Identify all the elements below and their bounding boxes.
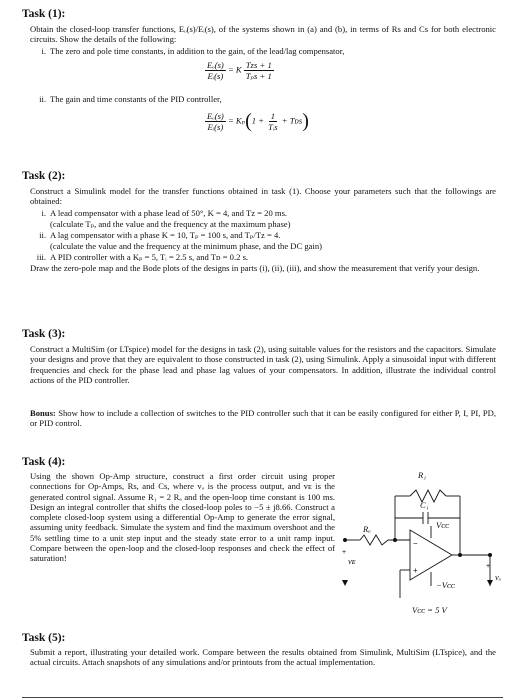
task1-item1-num: i. — [41, 46, 46, 56]
task4-body: Using the shown Op-Amp structure, construct a first order circuit using proper connections for Op-Amps, Rs, and Cs, where vₒ is the process output, and vᴇ is the generated control signal. Assume R₁ = 2 Rₐ and the open-loop time constant is 100 ms. Design an integral controller that shifts the closed-loop poles to −5 ± j8.66. Construct a complete closed-loop system using a differential Op-Amp to generate the error signal, assuming unity feedback. Simulate the system and find the maximum overshoot and the 5% settling time to a unit step input and the steady state error to a unit ramp input. Compare between the open-loop and the closed-loop responses and check the effect of saturation! — [30, 471, 335, 564]
label-supply: Vᴄᴄ = 5 V — [412, 605, 447, 615]
eq1-lhs: $\frac{\text{Eₒ(s)}}{\text{Eᵢ(s)}}$ — [207, 60, 224, 81]
svg-text:+: + — [413, 566, 418, 575]
task2-item-i-note: (calculate Tₚ, and the value and the frequency at the maximum phase) — [50, 219, 291, 229]
svg-text:+: + — [342, 549, 347, 556]
task5-title: Task (5): — [22, 632, 66, 644]
task1-item1-text: The zero and pole time constants, in addition to the gain, of the lead/lag compensator, — [50, 46, 345, 56]
task1-intro: Obtain the closed-loop transfer functions, Eₒ(s)/Eᵢ(s), of the systems shown in (a) and (b), in terms of Rs and Cs for both electronic circuits. Show the details of the following: — [30, 24, 496, 45]
eq2-gain: = Kₚ — [227, 115, 246, 126]
bottom-rule — [22, 697, 503, 698]
eq2-lhs: $\frac{\text{Eₒ(s)}}{\text{Eᵢ(s)}}$ — [207, 111, 224, 132]
task1-item2 — [34, 94, 504, 104]
task3-title: Task (3): — [22, 328, 66, 340]
label-c1: C₁ — [420, 500, 429, 510]
op-amp-circuit-diagram — [340, 468, 510, 618]
task4-title: Task (4): — [22, 456, 66, 468]
label-r1: R₁ — [418, 470, 427, 480]
label-vcc-pos: Vᴄᴄ — [436, 520, 450, 530]
label-ra: Rₐ — [363, 524, 371, 534]
task3-bonus — [30, 408, 496, 429]
eq2-one: 1 + — [251, 115, 264, 126]
task2-intro: Construct a Simulink model for the transfer functions obtained in task (1). Choose your parameters such that the followings are obtained: — [30, 186, 496, 207]
svg-text:+: + — [486, 563, 491, 570]
task2-item-ii-note: (calculate the value and the frequency at the minimum phase, and the DC gain) — [50, 241, 323, 251]
task3-bonus-text: Show how to include a collection of switches to the PID controller such that it can be easily configured for either P, I, PI, PD, or PID control. — [30, 408, 496, 429]
task1-title: Task (1): — [22, 8, 66, 20]
task3-bonus-label: Bonus: — [30, 408, 56, 418]
eq1-gain: = K — [227, 64, 242, 75]
task2-item-i: i. A lead compensator with a phase lead of 50°, K = 4, and Tᴢ = 20 ms. — [41, 208, 288, 218]
eq1-rhs: $\frac{\text{Tᴢs + 1}}{\text{Tₚs + 1}}$ — [245, 60, 272, 81]
eq2-derivative: + Tᴅs — [281, 115, 303, 126]
label-vcc-neg: −Vᴄᴄ — [436, 580, 455, 590]
op-amp-schematic — [340, 468, 510, 618]
task3-body: Construct a MultiSim (or LTspice) model for the designs in task (2), using suitable values for the resistors and the capacitors. Simulate your designs and prove that they are equivalent to those constructed in task (2), using Simulink. Apply a sinusoidal input with different frequencies and check for the phase lead and phase lag values of your compensators. In addition, illustrate the individual control actions of the PID controller. — [30, 344, 496, 385]
task2-item-iii: iii. A PID controller with a Kₚ = 5, Tᵢ = 2.5 s, and Tᴅ = 0.2 s. — [36, 252, 249, 262]
label-ve: vᴇ — [348, 556, 356, 566]
task2-outro: Draw the zero-pole map and the Bode plots of the designs in parts (i), (ii), (iii), and show the measurement that verify your design. — [30, 263, 480, 273]
task2-item-ii: ii. A lag compensator with a phase K = 10, Tₚ = 100 s, and Tₚ/Tᴢ = 4. — [39, 230, 281, 240]
task1-eq-pid: $\frac{\text{Eₒ(s)}}{\text{Eᵢ(s)}}$ = Kₚ(1 + $\frac{1}{\text{Tᵢs}}$ + Tᴅs) — [207, 110, 309, 132]
task1-item2-num: ii. — [39, 94, 46, 104]
task1-item2-text: The gain and time constants of the PID controller, — [50, 94, 222, 104]
svg-text:−: − — [413, 539, 418, 548]
task2-title: Task (2): — [22, 170, 66, 182]
task1-item1 — [34, 46, 504, 56]
eq2-integral: $\frac{1}{\text{Tᵢs}}$ — [268, 111, 278, 132]
task1-eq-lead-lag — [205, 60, 274, 81]
label-vo: vₒ — [495, 572, 502, 582]
task5-body: Submit a report, illustrating your detailed work. Compare between the results obtained from Simulink, MultiSim (LTspice), and the actual circuits. Attach snapshots of any simulations and/or printouts from the actual implementation. — [30, 647, 496, 668]
